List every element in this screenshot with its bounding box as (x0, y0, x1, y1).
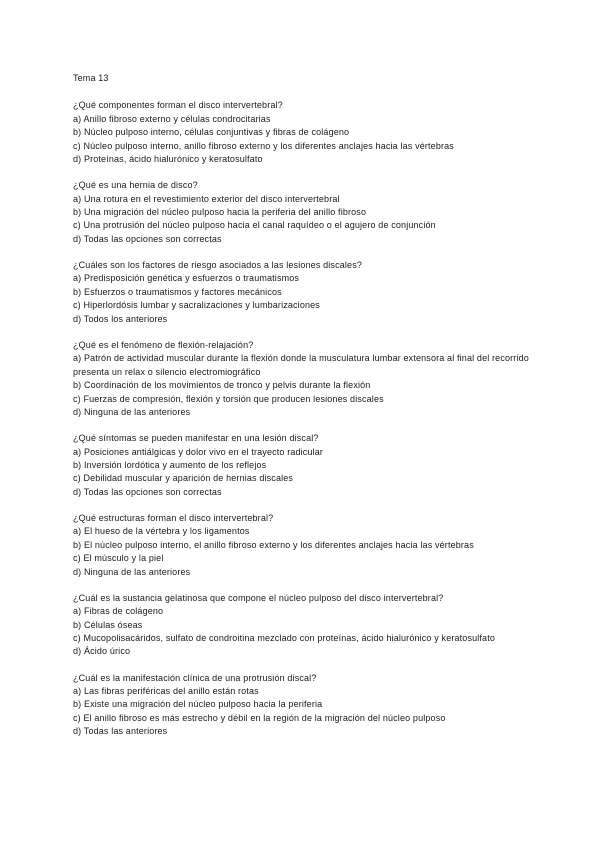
answer-option: b) Células óseas (73, 619, 143, 630)
answer-option: d) Todos los anteriores (73, 313, 168, 324)
answer-option: d) Ninguna de las anteriores (73, 406, 191, 417)
answer-option: a) Fibras de colágeno (73, 606, 164, 617)
answer-option: d) Proteínas, ácido hialurónico y keratosulfato (73, 154, 263, 165)
answer-option: c) El músculo y la piel (73, 553, 164, 564)
answer-option: d) Todas las opciones son correctas (73, 233, 222, 244)
question-block (73, 672, 533, 739)
answer-option: d) Ninguna de las anteriores (73, 566, 191, 577)
question-text: ¿Qué síntomas se pueden manifestar en una lesión discal? (73, 433, 319, 444)
answer-option: a) Una rotura en el revestimiento exterior del disco intervertebral (73, 193, 340, 204)
answer-option: c) El anillo fibroso es más estrecho y débil en la región de la migración del núcleo pulposo (73, 712, 446, 723)
question-block (73, 179, 533, 246)
question-text: ¿Cuáles son los factores de riesgo asociados a las lesiones discales? (73, 260, 362, 271)
answer-option: b) El núcleo pulposo interno, el anillo fibroso externo y los diferentes anclajes hacia las vértebras (73, 539, 474, 550)
question-text: ¿Qué es el fenómeno de flexión-relajación? (73, 339, 254, 350)
answer-option: b) Inversión lordótica y aumento de los reflejos (73, 459, 267, 470)
answer-option: a) Posiciones antiálgicas y dolor vivo en el trayecto radicular (73, 446, 324, 457)
question-text: ¿Qué componentes forman el disco intervertebral? (73, 100, 283, 111)
answer-option: a) Patrón de actividad muscular durante la flexión donde la musculatura lumbar extensora al final del recorrido presenta un relax o silencio electromiográfico (73, 353, 529, 377)
answer-option: d) Todas las opciones son correctas (73, 486, 222, 497)
document-title: Tema 13 (73, 73, 109, 83)
question-text: ¿Qué estructuras forman el disco intervertebral? (73, 512, 274, 523)
answer-option: a) Anillo fibroso externo y células condrocitarias (73, 113, 271, 124)
question-text: ¿Qué es una hernia de disco? (73, 180, 198, 191)
question-block (73, 432, 533, 499)
answer-option: a) Las fibras periféricas del anillo están rotas (73, 686, 259, 697)
answer-option: c) Núcleo pulposo interno, anillo fibroso externo y los diferentes anclajes hacia las vértebras (73, 140, 454, 151)
answer-option: c) Fuerzas de compresión, flexión y torsión que producen lesiones discales (73, 393, 384, 404)
answer-option: c) Debilidad muscular y aparición de hernias discales (73, 473, 294, 484)
answer-option: c) Hiperlordósis lumbar y sacralizaciones y lumbarizaciones (73, 300, 320, 311)
answer-option: a) El hueso de la vértebra y los ligamentos (73, 526, 250, 537)
question-block (73, 592, 533, 659)
answer-option: b) Una migración del núcleo pulposo hacia la periferia del anillo fibroso (73, 207, 367, 218)
answer-option: c) Mucopolisacáridos, sulfato de condroitina mezclado con proteínas, ácido hialurónico y keratosulfato (73, 633, 496, 643)
answer-option: a) Predisposición genética y esfuerzos o traumatismos (73, 273, 300, 284)
answer-option: b) Esfuerzos o traumatismos y factores mecánicos (73, 286, 282, 297)
answer-option: d) Ácido úrico (73, 646, 131, 657)
question-block (73, 339, 533, 419)
answer-option: b) Coordinación de los movimientos de tronco y pelvis durante la flexión (73, 380, 371, 391)
answer-option: b) Núcleo pulposo interno, células conjuntivas y fibras de colágeno (73, 127, 350, 138)
document-content (73, 72, 533, 751)
answer-option: d) Todas las anteriores (73, 726, 168, 737)
question-text: ¿Cuál es la sustancia gelatinosa que compone el núcleo pulposo del disco intervertebral? (73, 592, 444, 603)
answer-option: c) Una protrusión del núcleo pulposo hacia el canal raquídeo o el agujero de conjunción (73, 220, 436, 231)
question-block (73, 512, 533, 579)
question-block (73, 259, 533, 326)
answer-option: b) Existe una migración del núcleo pulposo hacia la periferia (73, 699, 323, 710)
question-block (73, 99, 533, 166)
question-text: ¿Cuál es la manifestación clínica de una protrusión discal? (73, 672, 317, 683)
